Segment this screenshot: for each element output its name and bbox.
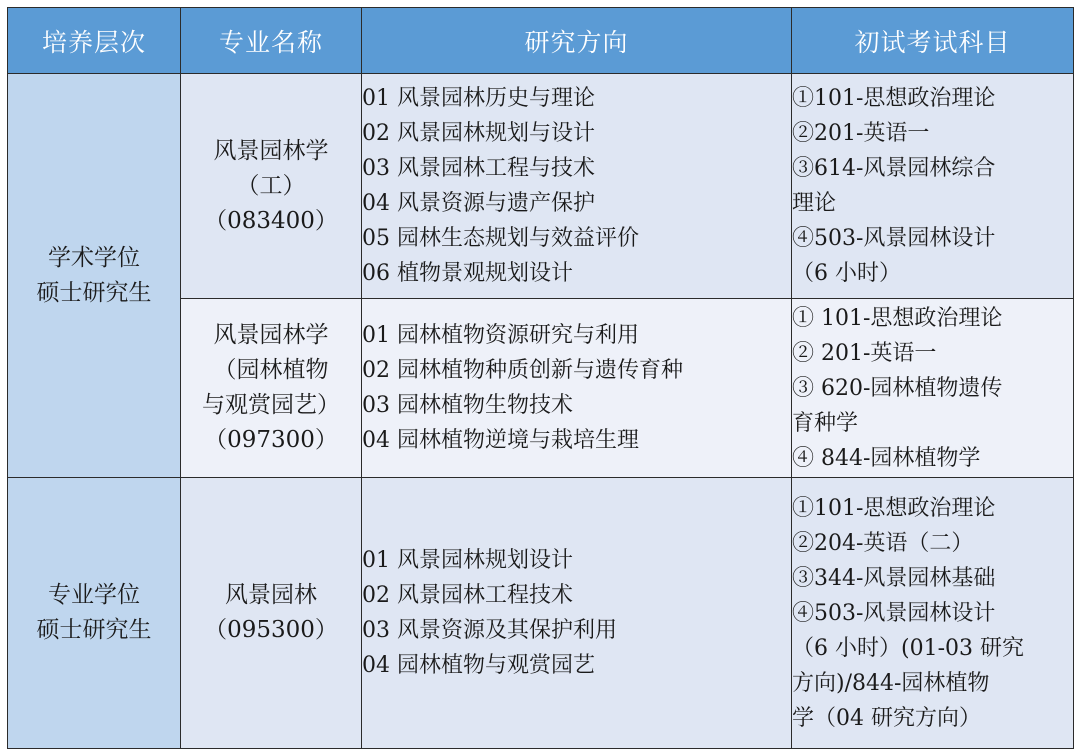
major-line: 风景园林学 [213,322,329,348]
exam-line: 方向)/844-园林植物 [792,670,990,696]
major-cell [181,299,362,478]
table-row [8,478,1074,749]
level-line: 专业学位 [48,582,140,608]
exam-line: ①101-思想政治理论 [792,86,996,111]
major-line: （083400） [204,207,338,234]
exam-line: ③614-风景园林综合 [792,156,996,181]
direction-item: 03 风景资源及其保护利用 [362,618,617,643]
header-row [8,8,1074,74]
direction-item: 01 园林植物资源研究与利用 [362,323,639,348]
exams-cell [792,478,1074,749]
direction-item: 05 园林生态规划与效益评价 [362,226,639,251]
header-exams: 初试考试科目 [792,8,1074,74]
direction-item: 03 园林植物生物技术 [362,393,573,418]
major-line: （097300） [204,427,338,453]
exam-line: ②204-英语（二） [792,530,974,556]
level-line: 硕士研究生 [36,617,152,643]
admissions-table [7,7,1074,749]
exam-line: ④503-风景园林设计 [792,226,996,251]
header-major: 专业名称 [181,8,362,74]
major-line: （园林植物 [213,357,329,383]
direction-item: 04 园林植物与观赏园艺 [362,653,595,678]
level-line: 学术学位 [48,244,140,271]
exam-line: ①101-思想政治理论 [792,495,996,521]
major-line: （095300） [204,617,338,643]
direction-item: 03 风景园林工程与技术 [362,156,595,181]
exam-line: ④ 844-园林植物学 [792,445,981,471]
direction-item: 02 风景园林工程技术 [362,583,573,608]
direction-item: 04 园林植物逆境与栽培生理 [362,428,639,453]
direction-item: 04 风景资源与遗产保护 [362,191,595,216]
major-cell [181,478,362,749]
level-cell-professional [8,478,181,749]
directions-cell [362,299,792,478]
exam-line: ④503-风景园林设计 [792,600,996,626]
level-line: 硕士研究生 [36,279,152,306]
exam-line: 学（04 研究方向） [792,705,981,731]
direction-item: 01 风景园林规划设计 [362,548,573,573]
exam-line: ① 101-思想政治理论 [792,305,1003,331]
exam-line: ③344-风景园林基础 [792,565,996,591]
exams-cell [792,299,1074,478]
exam-line: 理论 [792,191,837,216]
major-line: 风景园林 [225,582,317,608]
directions-cell [362,74,792,299]
table-row [8,74,1074,299]
major-cell [181,74,362,299]
major-line: （工） [236,172,306,199]
exam-line: （6 小时） [792,261,901,286]
direction-item: 02 风景园林规划与设计 [362,121,595,146]
exam-line: ② 201-英语一 [792,340,937,366]
exam-line: ③ 620-园林植物遗传 [792,375,1003,401]
level-cell-academic [8,74,181,478]
major-line: 与观赏园艺） [202,392,340,418]
exam-line: 育种学 [792,410,859,436]
exam-line: ②201-英语一 [792,121,930,146]
header-level: 培养层次 [8,8,181,74]
direction-item: 06 植物景观规划设计 [362,261,573,286]
exam-line: （6 小时）(01-03 研究 [792,635,1024,661]
major-line: 风景园林学 [213,137,329,164]
direction-item: 01 风景园林历史与理论 [362,86,595,111]
direction-item: 02 园林植物种质创新与遗传育种 [362,358,683,383]
exams-cell [792,74,1074,299]
header-directions: 研究方向 [362,8,792,74]
directions-cell [362,478,792,749]
